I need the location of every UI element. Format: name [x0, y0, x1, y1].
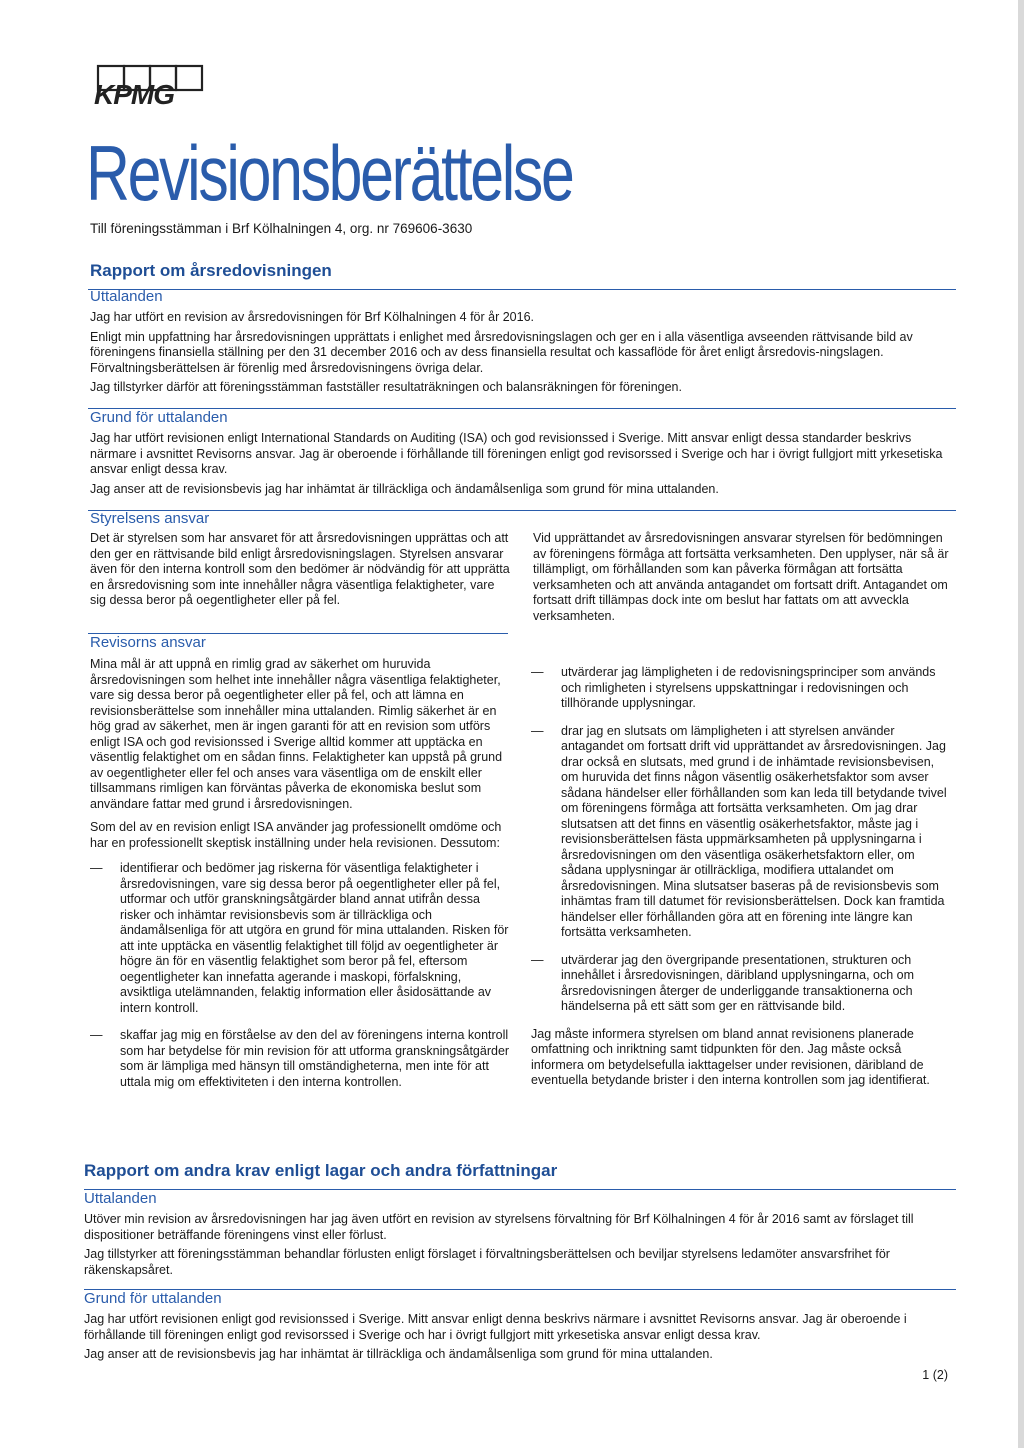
list-item: [90, 1028, 510, 1090]
subheading-styrelsens-ansvar: Styrelsens ansvar: [90, 510, 210, 527]
subheading-uttalanden: Uttalanden: [90, 288, 163, 305]
list-item-text: drar jag en slutsats om lämpligheten i att styrelsen använder antagandet om fortsatt drift vid upprättandet av årsredovisningen. Jag drar också en slutsats, med grund i de inhämtade revisionsbevisen, om huruvida det finns någon väsentlig osäkerhetsfaktor som avser sådana händelser eller förhållanden som kan leda till betydande tvivel om föreningens förmåga att fortsätta verksamheten. Om jag drar slutsatsen att det finns en väsentlig osäkerhetsfaktor, måste jag i revisionsberättelsen fästa uppmärksamheten på upplysningarna i årsredovisningen om den väsentliga osäkerhetsfaktorn eller, om sådana upplysningar är otillräckliga, modifiera uttalandet om årsredovisningen. Mina slutsatser baseras på de revisionsbevis som inhämtas fram till datumet för revisionsberättelsen. Dock kan framtida händelser eller förhållanden göra att en förening inte längre kan fortsätta verksamheten.: [561, 723, 947, 939]
revisorn-right-column: [531, 665, 953, 1089]
paragraph: Jag har utfört revisionen enligt International Standards on Auditing (ISA) och god revisionssed i Sverige. Mitt ansvar enligt dessa standarder beskrivs närmare i avsnittet Revisorns ansvar. Jag är oberoende i förhållande till föreningen enligt god revisorssed i Sverige och har i övrigt fullgjort mitt yrkesetiska ansvar enligt dessa krav.: [90, 431, 943, 476]
styrelsen-left-column: [90, 531, 510, 609]
list-item: [531, 953, 953, 1015]
uttalanden-2-text: [84, 1212, 956, 1278]
list-item-text: identifierar och bedömer jag riskerna för väsentliga felaktigheter i årsredovisningen, vare sig dessa beror på oegentligheter eller på fel, utformar och utför granskningsåtgärder bland annat utifrån dessa risker och inhämtar revisionsbevis som är tillräckliga och ändamålsenliga för att utgöra en grund för mina uttalanden. Risken för att inte upptäcka en väsentlig felaktighet till följd av oegentligheter är högre än för en väsentlig felaktighet som beror på fel, eftersom oegentligheter kan innefatta agerande i maskopi, förfalskning, avsiktliga utelämnanden, felaktig information eller åsidosättande av intern kontroll.: [120, 861, 509, 1015]
subheading-revisorns-ansvar: Revisorns ansvar: [90, 634, 206, 651]
paragraph: Utöver min revision av årsredovisningen har jag även utfört en revision av styrelsens förvaltning för Brf Kölhalningen 4 för år 2016 samt av förslaget till dispositioner beträffande föreningens vinst eller förlust.: [84, 1212, 914, 1242]
paragraph: Enligt min uppfattning har årsredovisningen upprättats i enlighet med årsredovisningslagen och ger en i alla väsentliga avseenden rättvisande bild av föreningens finansiella ställning per den 31 december 2016 och av dess finansiella resultat och kassaflöde för året enligt årsredovis-ningslagen. Förvaltningsberättelsen är förenlig med årsredovisningens övriga delar.: [90, 329, 913, 375]
section-heading-arsredovisningen: Rapport om årsredovisningen: [90, 261, 332, 280]
styrelsen-right-column: [533, 531, 953, 624]
page-edge: [1018, 0, 1024, 1448]
divider: [88, 510, 956, 511]
uttalanden-text: [90, 310, 956, 396]
section-heading-andra-krav: Rapport om andra krav enligt lagar och andra författningar: [84, 1161, 558, 1180]
list-item: [531, 724, 953, 941]
page-number: 1 (2): [922, 1368, 948, 1382]
paragraph: Som del av en revision enligt ISA använder jag professionellt omdöme och har en professionellt skeptisk inställning under hela revisionen. Dessutom:: [90, 820, 502, 850]
dash-bullet: —: [531, 952, 544, 967]
paragraph: Vid upprättandet av årsredovisningen ansvarar styrelsen för bedömningen av föreningens förmåga att fortsätta verksamheten. Den upplyser, när så är tillämpligt, om förhållanden som kan påverka förmågan att fortsätta verksamheten och att använda antagandet om fortsatt drift. Antagandet om fortsatt drift tillämpas dock inte om beslut har fattats om att avveckla verksamheten.: [533, 531, 949, 623]
recipient-line: Till föreningsstämman i Brf Kölhalningen 4, org. nr 769606-3630: [90, 221, 473, 236]
divider: [84, 1189, 956, 1190]
list-item: [531, 665, 953, 712]
grund-text: [90, 431, 956, 497]
list-item-text: utvärderar jag den övergripande presentationen, strukturen och innehållet i årsredovisningen, däribland upplysningarna, och om årsredovisningen återger de underliggande transaktionerna och händelserna på ett sätt som ger en rättvisande bild.: [561, 952, 915, 1013]
kpmg-logo: [92, 64, 226, 112]
paragraph: Jag tillstyrker därför att föreningsstämman fastställer resultaträkningen och balansräkningen för föreningen.: [90, 380, 682, 394]
revisorn-left-column: [90, 657, 510, 1090]
paragraph: Jag har utfört en revision av årsredovisningen för Brf Kölhalningen 4 för år 2016.: [90, 310, 535, 324]
paragraph: Jag måste informera styrelsen om bland annat revisionens planerade omfattning och inriktning samt tidpunkten för den. Jag måste också informera om betydelsefulla iakttagelser under revisionen, däribland de eventuella betydande brister i den interna kontrollen som jag identifierat.: [531, 1026, 930, 1087]
paragraph: Jag anser att de revisionsbevis jag har inhämtat är tillräckliga och ändamålsenliga som grund för mina uttalanden.: [84, 1347, 713, 1361]
paragraph: Mina mål är att uppnå en rimlig grad av säkerhet om huruvida årsredovisningen som helhet inte innehåller några väsentliga felaktigheter, vare sig dessa beror på oegentligheter eller på fel, och att lämna en revisionsberättelse som innehåller mina uttalanden. Rimlig säkerhet är en hög grad av säkerhet, men är ingen garanti för att en revision som utförs enligt ISA och god revisionssed i Sverige alltid kommer att upptäcka en väsentlig felaktighet om en sådan finns. Felaktigheter kan uppstå på grund av oegentligheter eller fel och anses vara väsentliga om de enskilt eller tillsammans rimligen kan förväntas påverka de ekonomiska beslut som användare fattar med grund i årsredovisningen.: [90, 657, 503, 811]
divider: [88, 289, 956, 290]
paragraph: Jag har utfört revisionen enligt god revisionssed i Sverige. Mitt ansvar enligt denna beskrivs närmare i avsnittet Revisorns ansvar. Jag är oberoende i förhållande till föreningen enligt god revisorssed i Sverige och har i övrigt fullgjort mitt yrkesetiska ansvar enligt dessa krav.: [84, 1312, 907, 1342]
dash-bullet: —: [531, 723, 544, 738]
subheading-grund-2: Grund för uttalanden: [84, 1290, 222, 1307]
paragraph: Det är styrelsen som har ansvaret för att årsredovisningen upprättas och att den ger en rättvisande bild enligt årsredovisningslagen. Styrelsen ansvarar även för den interna kontroll som den bedömer är nödvändig för att upprätta en årsredovisning som inte innehåller några väsentliga felaktigheter, vare sig dessa beror på oegentligheter eller på fel.: [90, 531, 510, 607]
dash-bullet: —: [90, 1028, 103, 1042]
dash-bullet: —: [531, 665, 544, 679]
dash-bullet: —: [90, 861, 103, 875]
list-item-text: skaffar jag mig en förståelse av den del av föreningens interna kontroll som har betydelse för min revision för att utforma granskningsåtgärder som är lämpliga med hänsyn till omständigheterna, men inte för att uttala mig om effektiviteten i den interna kontrollen.: [120, 1028, 510, 1089]
grund-2-text: [84, 1312, 956, 1363]
paragraph: Jag anser att de revisionsbevis jag har inhämtat är tillräckliga och ändamålsenliga som grund för mina uttalanden.: [90, 481, 719, 496]
subheading-grund: Grund för uttalanden: [90, 409, 228, 426]
paragraph: Jag tillstyrker att föreningsstämman behandlar förlusten enligt förslaget i förvaltningsberättelsen och beviljar styrelsens ledamöter ansvarsfrihet för räkenskapsåret.: [84, 1247, 890, 1277]
list-item-text: utvärderar jag lämpligheten i de redovisningsprinciper som används och rimligheten i styrelsens uppskattningar i redovisningen och tillhörande upplysningar.: [561, 665, 936, 710]
subheading-uttalanden-2: Uttalanden: [84, 1190, 157, 1207]
page-title: Revisionsberättelse: [86, 129, 573, 217]
list-item: [90, 861, 510, 1016]
kpmg-logo-text: KPMG: [94, 79, 174, 110]
